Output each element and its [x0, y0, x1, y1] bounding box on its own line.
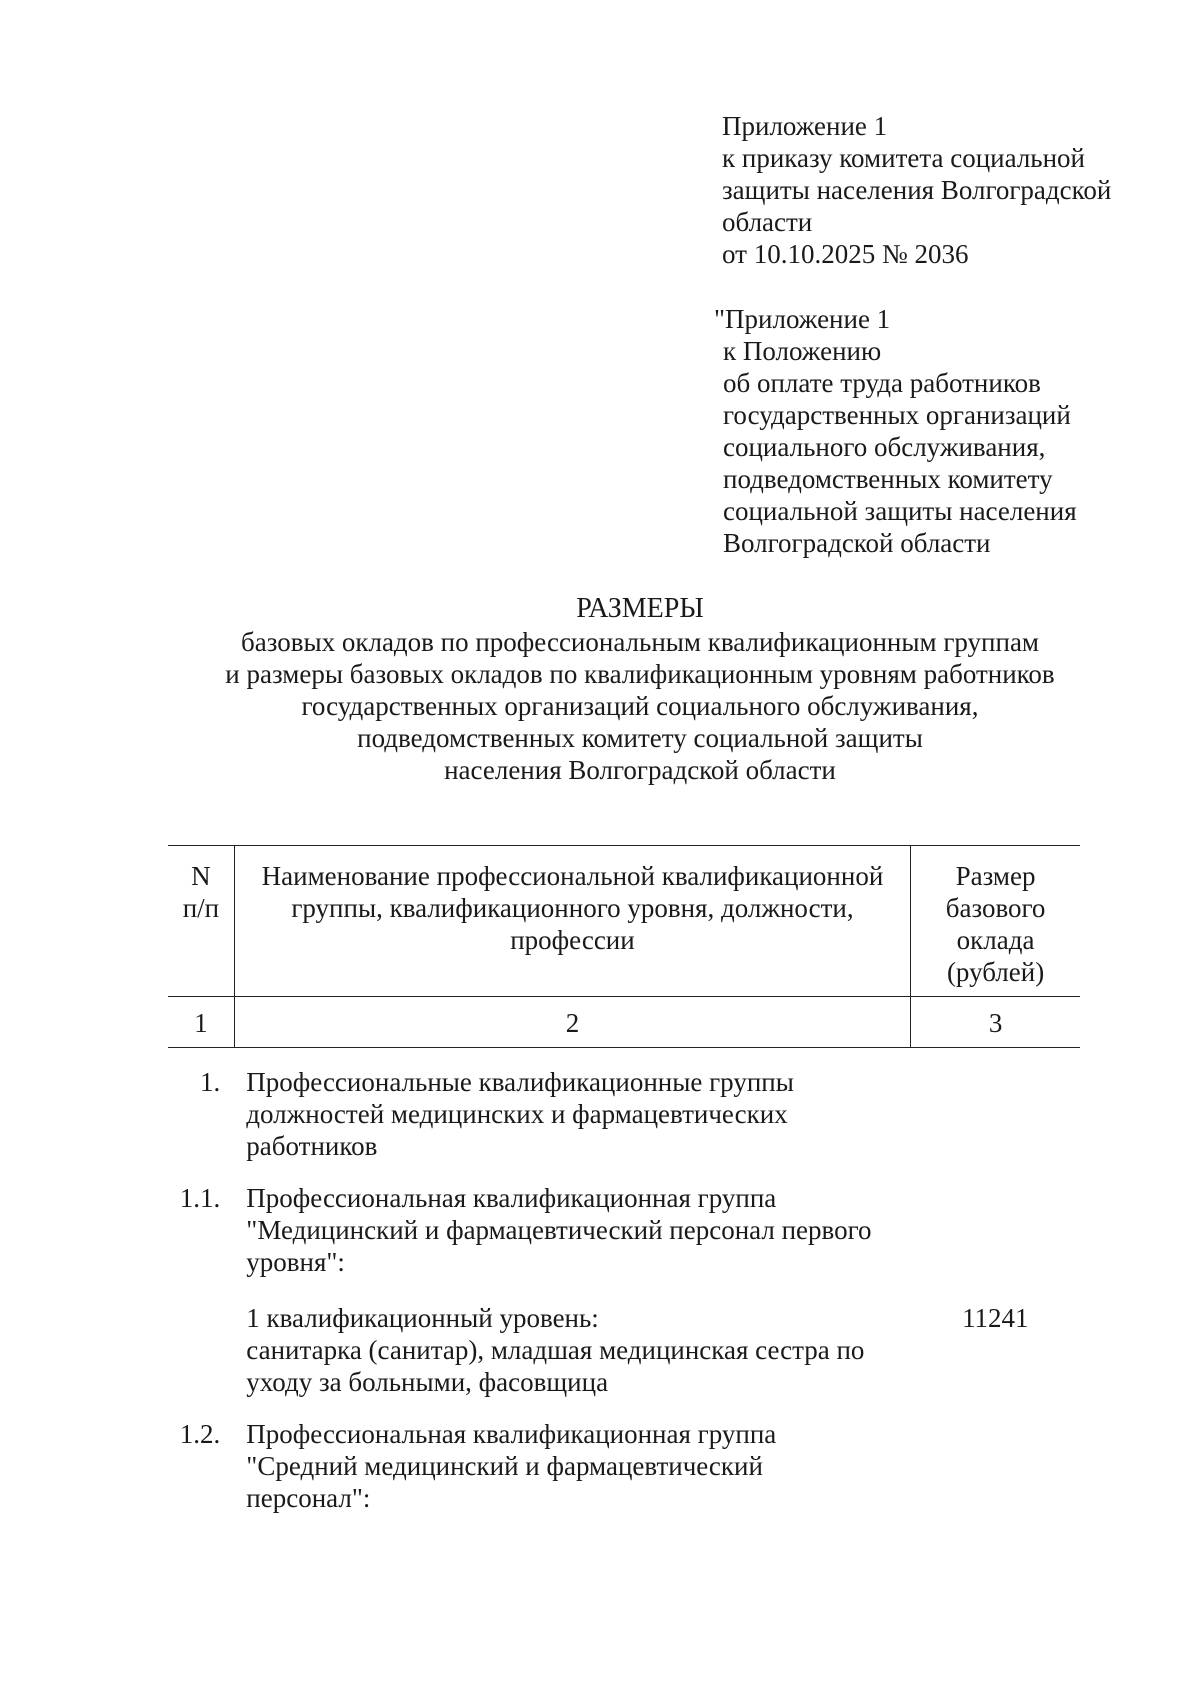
header-size — [911, 846, 1080, 997]
regulation-line: об оплате труда работников — [723, 368, 1041, 398]
table-row — [168, 1278, 1080, 1398]
row-name — [234, 1162, 910, 1278]
header-text: N — [191, 861, 211, 891]
document-subtitle-line: подведомственных комитету социальной защиты — [357, 723, 923, 753]
table-row — [168, 1048, 1080, 1163]
table-body — [168, 1048, 1080, 1515]
row-name — [234, 1398, 910, 1514]
row-name-line: Профессиональная квалификационная группа — [246, 1419, 777, 1449]
row-size — [911, 1398, 1080, 1514]
regulation-line: к Положению — [723, 336, 882, 366]
row-name-line: работников — [246, 1131, 378, 1161]
table-row — [168, 1398, 1080, 1514]
regulation-reference — [714, 303, 1077, 559]
row-name-line: "Медицинский и фармацевтический персонал первого — [246, 1215, 872, 1245]
row-number — [168, 1278, 234, 1398]
appendix-line: к приказу комитета социальной — [722, 143, 1086, 173]
table-row — [168, 1162, 1080, 1278]
appendix-line: области — [722, 207, 813, 237]
column-number-row — [168, 997, 1080, 1048]
row-number: 1.2. — [179, 1419, 221, 1449]
salary-table — [168, 845, 1080, 1514]
header-num — [168, 846, 234, 997]
header-text: профессии — [510, 925, 635, 955]
row-size — [911, 1048, 1080, 1163]
row-name-line: уходу за больными, фасовщица — [246, 1367, 609, 1397]
column-number: 1 — [168, 997, 234, 1048]
row-name-line: "Средний медицинский и фармацевтический — [246, 1451, 763, 1481]
row-name-line: должностей медицинских и фармацевтических — [246, 1099, 788, 1129]
column-number: 2 — [234, 997, 910, 1048]
table-header — [168, 846, 1080, 1048]
header-text: группы, квалификационного уровня, должности, — [291, 893, 854, 923]
row-name-line: 1 квалификационный уровень: — [246, 1303, 599, 1333]
document-subtitle-line: базовых окладов по профессиональным квалификационным группам — [240, 627, 1040, 657]
document-subtitle-line: населения Волгоградской области — [444, 755, 836, 785]
regulation-line: социальной защиты населения — [723, 496, 1077, 526]
document-subtitle-line: и размеры базовых окладов по квалификационным уровням работников — [225, 659, 1055, 689]
header-text: Размер — [955, 861, 1036, 891]
appendix-line: защиты населения Волгоградской — [722, 175, 1112, 205]
document-title: РАЗМЕРЫ — [576, 593, 704, 624]
column-number: 3 — [911, 997, 1080, 1048]
header-text: п/п — [182, 893, 220, 923]
row-name-line: персонал": — [246, 1483, 371, 1513]
row-number: 1.1. — [179, 1183, 221, 1213]
row-name-line: Профессиональные квалификационные группы — [246, 1067, 794, 1097]
appendix-line: от 10.10.2025 № 2036 — [722, 239, 969, 269]
row-name-line: Профессиональная квалификационная группа — [246, 1183, 777, 1213]
regulation-line: социального обслуживания, — [723, 432, 1046, 462]
header-row — [168, 846, 1080, 997]
header-text: Наименование профессиональной квалификационной — [261, 861, 884, 891]
header-text: базового — [945, 893, 1046, 923]
document-heading — [190, 592, 1090, 786]
row-name — [234, 1278, 910, 1398]
row-size: 11241 — [962, 1303, 1029, 1333]
document-subtitle-line: государственных организаций социального обслуживания, — [301, 691, 979, 721]
regulation-line: подведомственных комитету — [723, 464, 1053, 494]
row-number: 1. — [200, 1067, 221, 1097]
row-name-line: уровня": — [246, 1247, 345, 1277]
appendix-reference — [722, 110, 1111, 270]
row-name-line: санитарка (санитар), младшая медицинская сестра по — [246, 1335, 865, 1365]
header-text: оклада — [956, 925, 1035, 955]
regulation-line: "Приложение 1 — [714, 304, 891, 334]
row-name — [234, 1048, 910, 1163]
regulation-line: Волгоградской области — [723, 528, 991, 558]
header-name — [234, 846, 910, 997]
row-size — [911, 1162, 1080, 1278]
header-text: (рублей) — [946, 957, 1045, 987]
regulation-line: государственных организаций — [723, 400, 1071, 430]
appendix-line: Приложение 1 — [722, 111, 888, 141]
